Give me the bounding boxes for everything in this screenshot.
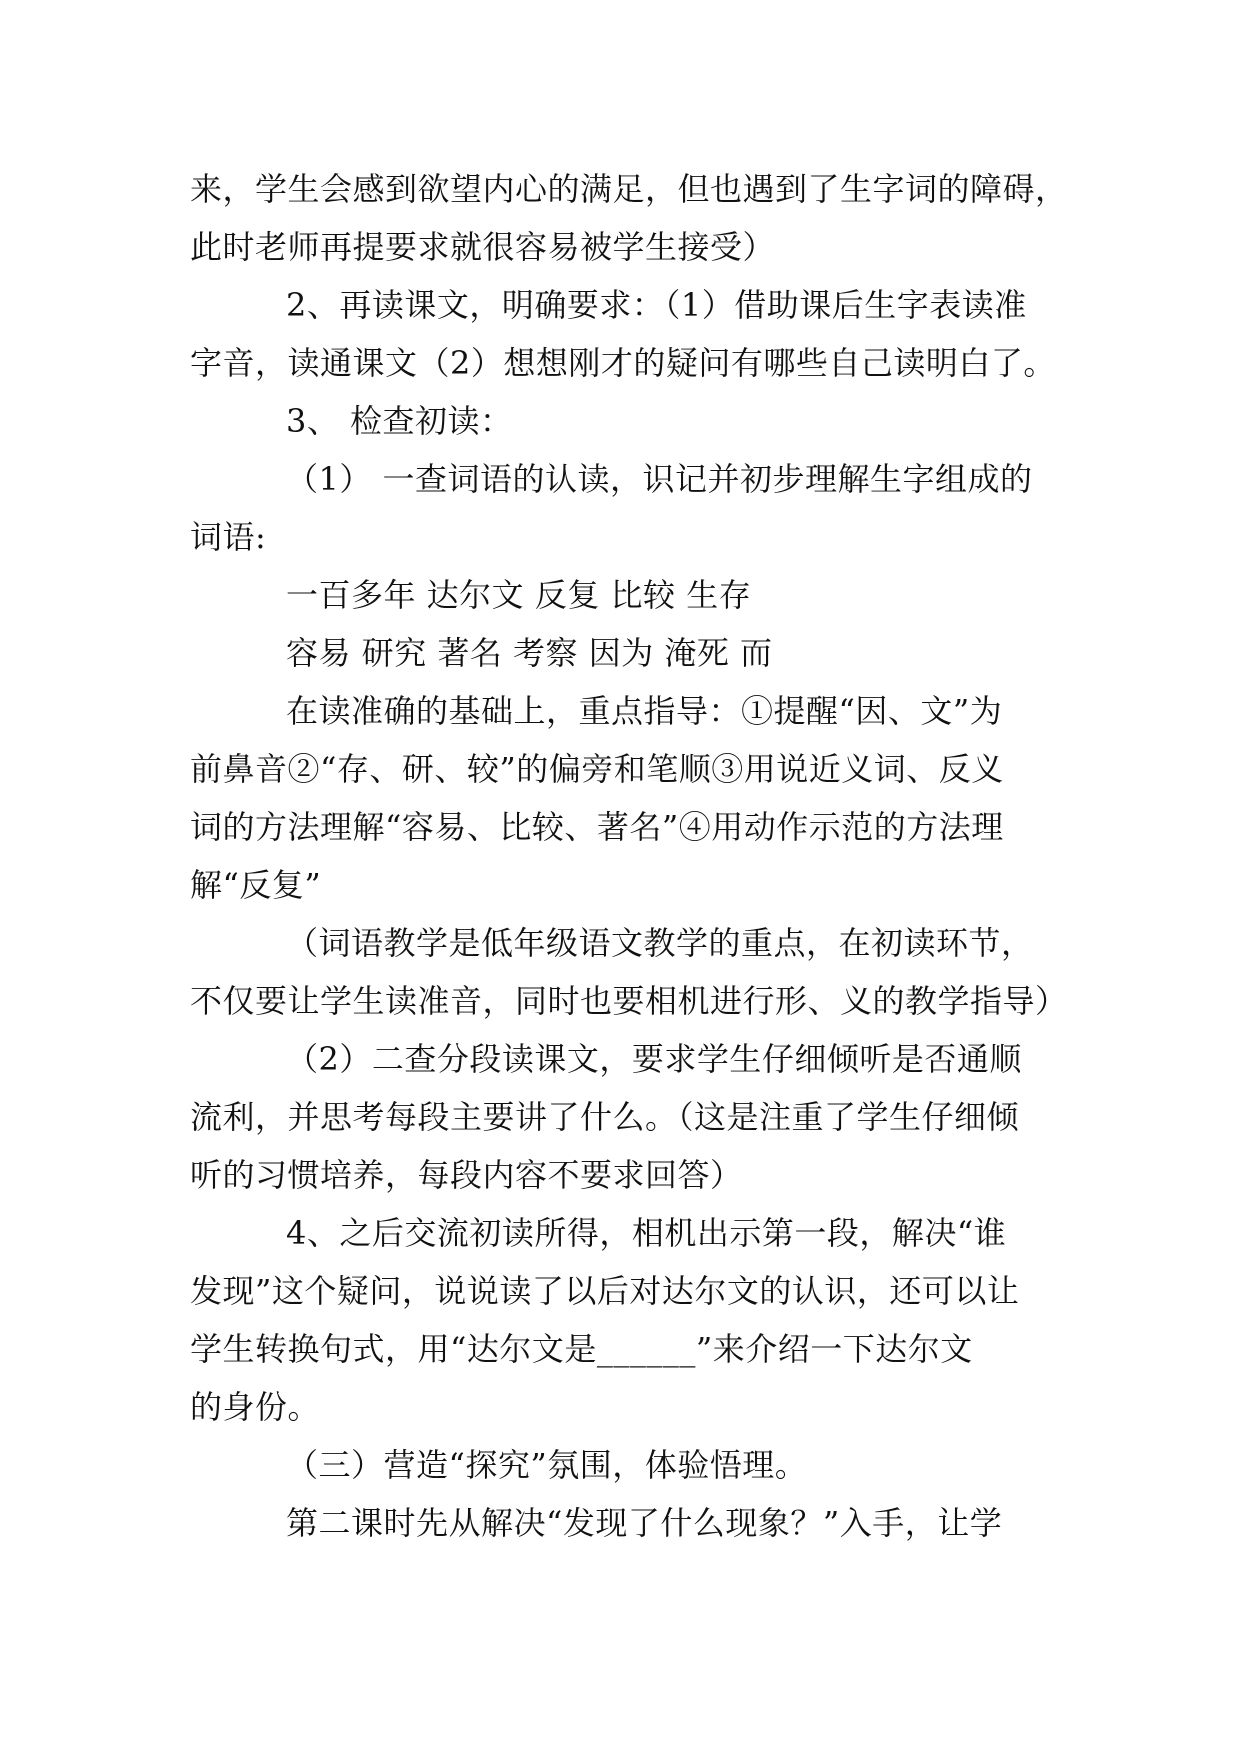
text-line: 流利，并思考每段主要讲了什么。（这是注重了学生仔细倾: [190, 1098, 1020, 1136]
text-line: （词语教学是低年级语文教学的重点，在初读环节，: [286, 924, 1034, 962]
text-line: 第二课时先从解决“发现了什么现象？”入手，让学: [286, 1504, 1003, 1542]
text-line: 3、 检查初读：: [286, 402, 513, 440]
text-line: 词语:: [190, 518, 267, 556]
text-line: 解“反复”: [190, 866, 322, 904]
text-line: 容易 研究 著名 考察 因为 淹死 而: [286, 634, 773, 672]
text-line: 发现”这个疑问，说说读了以后对达尔文的认识，还可以让: [190, 1272, 1020, 1310]
text-line: 词的方法理解“容易、比较、著名”④用动作示范的方法理: [190, 808, 1004, 846]
text-line: （2）二查分段读课文，要求学生仔细倾听是否通顺: [286, 1040, 1022, 1078]
text-line: （三）营造“探究”氛围，体验悟理。: [286, 1446, 808, 1484]
text-line: 在读准确的基础上，重点指导：①提醒“因、文”为: [286, 692, 1003, 730]
text-line: 4、之后交流初读所得，相机出示第一段，解决“谁: [286, 1214, 1007, 1252]
document-body: [190, 160, 1068, 1552]
text-line: 不仅要让学生读准音，同时也要相机进行形、义的教学指导）: [190, 982, 1068, 1020]
text-line: 学生转换句式，用“达尔文是______”来介绍一下达尔文: [190, 1330, 973, 1368]
text-line: （1） 一查词语的认读，识记并初步理解生字组成的: [286, 460, 1033, 498]
text-line: 字音，读通课文（2）想想刚才的疑问有哪些自己读明白了。: [190, 344, 1056, 382]
text-line: 此时老师再提要求就很容易被学生接受）: [190, 228, 776, 266]
text-line: 来，学生会感到欲望内心的满足，但也遇到了生字词的障碍，: [190, 170, 1068, 208]
text-line: 的身份。: [190, 1388, 321, 1426]
text-line: 2、再读课文，明确要求：（1）借助课后生字表读准: [286, 286, 1027, 324]
text-line: 一百多年 达尔文 反复 比较 生存: [286, 576, 752, 614]
text-line: 听的习惯培养，每段内容不要求回答）: [190, 1156, 743, 1194]
text-line: 前鼻音②“存、研、较”的偏旁和笔顺③用说近义词、反义: [190, 750, 1004, 788]
